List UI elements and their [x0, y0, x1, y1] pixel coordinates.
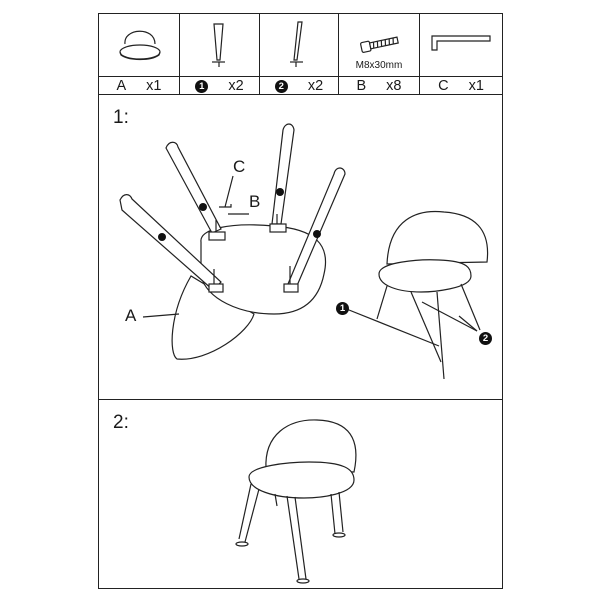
part-id: A: [116, 78, 127, 94]
callout-leg-2: 2: [479, 332, 492, 345]
finished-chair-seat: [249, 462, 354, 498]
callout-part-a: A: [125, 306, 137, 325]
step-2-illustration: [99, 14, 502, 590]
callout-part-c: C: [233, 157, 246, 176]
part-qty: x8: [386, 78, 402, 94]
bolt-size-caption: M8x30mm: [355, 60, 403, 71]
part-id: C: [438, 78, 449, 94]
part-badge: 2: [275, 80, 288, 93]
callout-part-b: B: [249, 192, 261, 211]
part-id: B: [356, 78, 367, 94]
callout-leg-1: 1: [336, 302, 349, 315]
part-qty: x2: [307, 78, 324, 94]
instruction-sheet: [98, 13, 503, 589]
part-qty: x2: [228, 78, 244, 94]
part-qty: x1: [146, 78, 162, 94]
step-1-label: 1:: [113, 107, 129, 128]
step-2-label: 2:: [113, 412, 129, 433]
part-qty: x1: [468, 78, 484, 94]
part-badge: 1: [195, 80, 208, 93]
